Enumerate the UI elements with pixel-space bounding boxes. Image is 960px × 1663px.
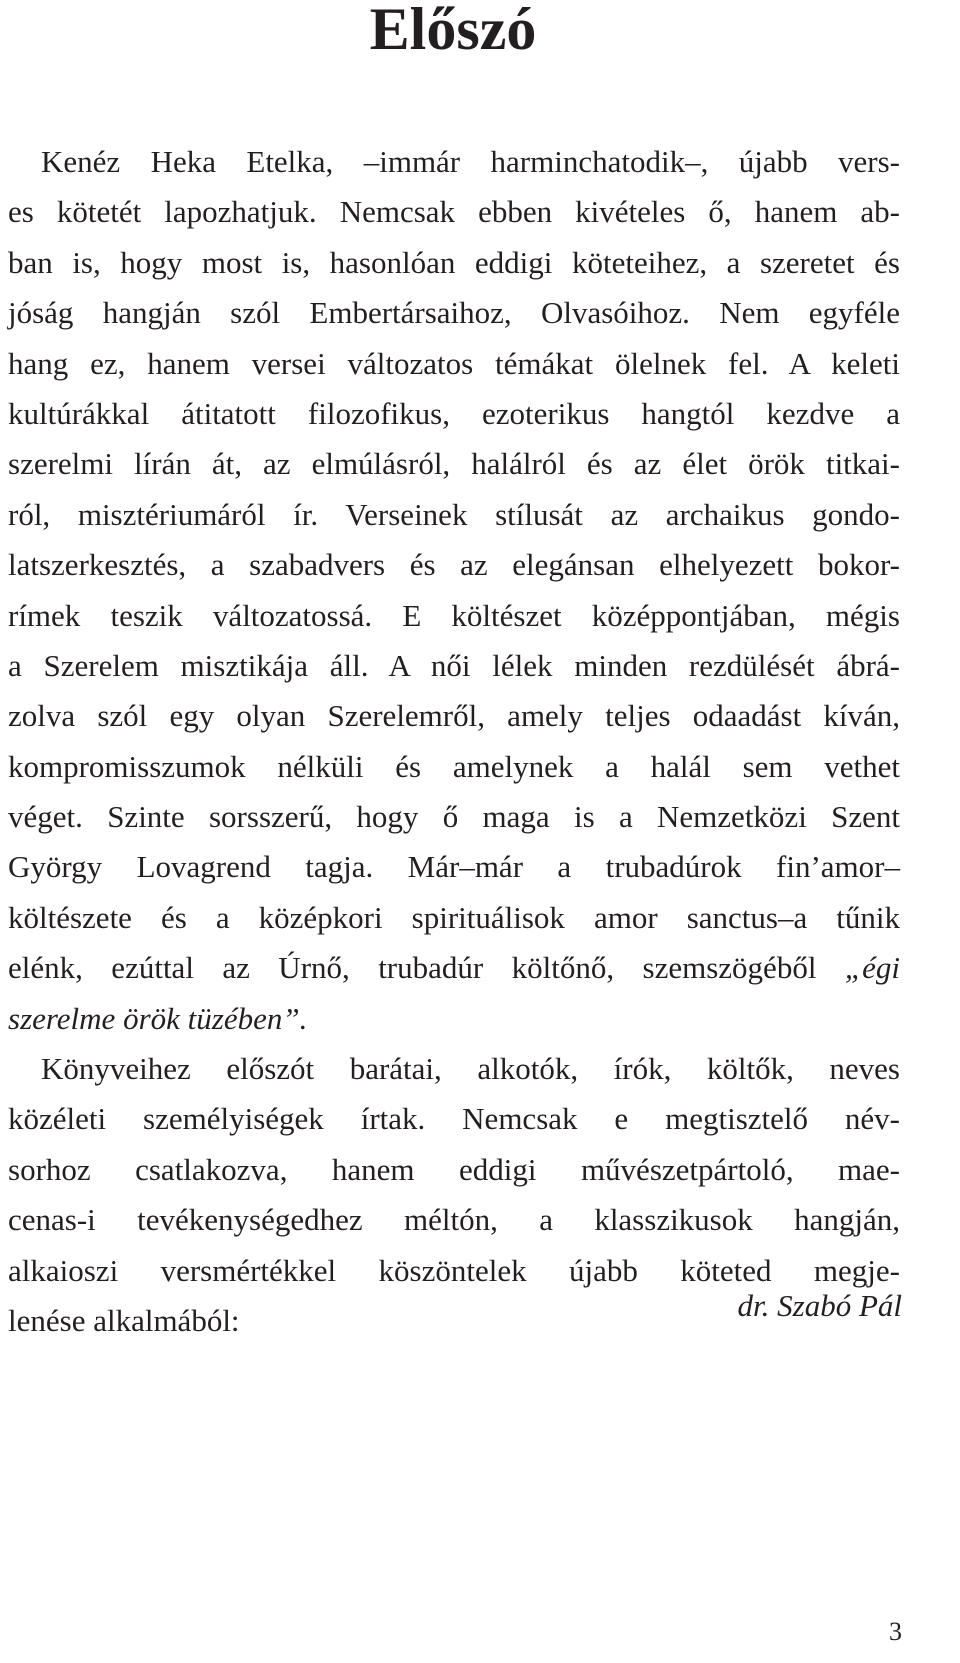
text-line: ban is, hogy most is, hasonlóan eddigi köteteihez, a szeretet és [8, 244, 900, 280]
text-line: alkaioszi versmértékkel köszöntelek újabb köteted megje- [8, 1252, 900, 1288]
text-line: Kenéz Heka Etelka, –immár harminchatodik–, újabb vers- [41, 144, 900, 179]
text-line: Könyveihez előszót barátai, alkotók, írók, költők, neves [41, 1051, 900, 1087]
page-title: Előszó [369, 0, 537, 62]
page-number: 3 [889, 1617, 902, 1646]
text-line: kultúrákkal átitatott filozofikus, ezoterikus hangtól kezdve a [8, 395, 900, 431]
text-line: közéleti személyiségek írtak. Nemcsak e megtisztelő név- [8, 1101, 900, 1137]
text-line: költészete és a középkori spirituálisok amor sanctus–a tűnik [8, 899, 900, 935]
text-line: rímek teszik változatossá. E költészet középpontjában, mégis [8, 597, 900, 633]
text-line: zolva szól egy olyan Szerelemről, amely teljes odaadást kíván, [8, 698, 900, 734]
text-line: sorhoz csatlakozva, hanem eddigi művészetpártoló, mae- [8, 1151, 900, 1187]
text-line: véget. Szinte sorsszerű, hogy ő maga is a Nemzetközi Szent [8, 799, 900, 835]
signature: dr. Szabó Pál [737, 1288, 902, 1323]
text-line: szerelmi lírán át, az elmúlásról, halálról és az élet örök titkai- [8, 446, 900, 482]
italic-quote-start: „égi [844, 950, 900, 986]
text-line: kompromisszumok nélküli és amelynek a halál sem vethet [8, 748, 900, 784]
text-line-mixed [8, 943, 900, 993]
text-line: György Lovagrend tagja. Már–már a trubadúrok fin’amor– [8, 849, 900, 885]
italic-quote-end: szerelme örök tüzében”. [8, 1000, 308, 1036]
text-line: hang ez, hanem versei változatos témákat ölelnek fel. A keleti [8, 345, 900, 381]
text-line: latszerkesztés, a szabadvers és az elegánsan elhelyezett bokor- [8, 547, 900, 583]
paragraph-1 [8, 137, 900, 1044]
text-line: cenas-i tevékenységedhez méltón, a klasszikusok hangján, [8, 1202, 900, 1238]
body-text [8, 137, 900, 1346]
text-line: jóság hangján szól Embertársaihoz, Olvasóihoz. Nem egyféle [8, 295, 900, 331]
text-line: lenése alkalmából: [8, 1302, 240, 1338]
text-line: ról, misztériumáról ír. Verseinek stílusát az archaikus gondo- [8, 496, 900, 532]
text-line: a Szerelem misztikája áll. A női lélek minden rezdülését ábrá- [8, 647, 900, 683]
text-segment: elénk, ezúttal az Úrnő, trubadúr költőnő, szemszögéből [8, 950, 817, 986]
text-line: es kötetét lapozhatjuk. Nemcsak ebben kivételes ő, hanem ab- [8, 194, 900, 230]
